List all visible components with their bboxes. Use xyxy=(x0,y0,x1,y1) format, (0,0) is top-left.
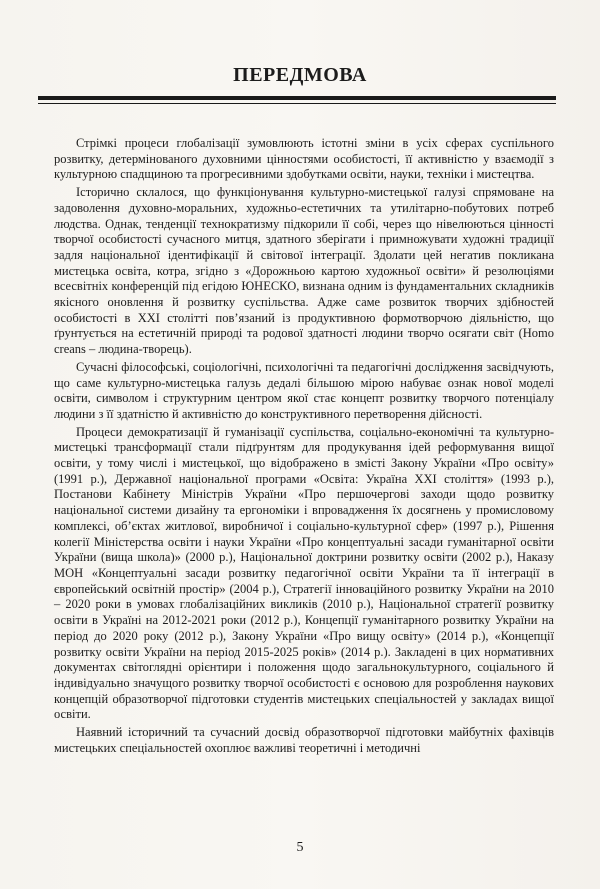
title-rule-thick xyxy=(38,96,556,100)
body-text xyxy=(54,136,554,758)
paragraph: Стрімкі процеси глобалізації зумовлюють істотні зміни в усіх сферах суспільного розвитку, детермінованого духовними цінностями особистості, її активністю у взаємодії з культурною спадщиною та прогресивними здобутками освіти, науки, техніки і мистецтва. xyxy=(54,136,554,182)
page-number: 5 xyxy=(296,840,304,855)
page-title: ПЕРЕДМОВА xyxy=(233,64,367,86)
title-rule-thin xyxy=(38,103,556,104)
paragraph: Сучасні філософські, соціологічні, психологічні та педагогічні дослідження засвідчують, що саме культурно-мистецька галузь дедалі більшою мірою набуває ознак нової моделі освіти, символом і структурним центром якої стає концепт розвитку творчого потенціалу людини з її здатністю й активністю до конструктивного перетворення дійсності. xyxy=(54,359,554,421)
paragraph: Наявний історичний та сучасний досвід образотворчої підготовки майбутніх фахівців мистецьких спеціальностей охоплює важливі теоретичні і методичні xyxy=(54,725,554,755)
paragraph: Процеси демократизації й гуманізації суспільства, соціально-економічні та культурно-мистецькі трансформації стали підґрунтям для продукування ідей реформування вищої освіти, у тому числі і мистецької, що відображено в змісті Закону України «Про освіту» (1991 р.), Державної національної програми «Освіта: Україна ХХІ століття» (1993 р.), Постанови Кабінету Міністрів України «Про першочергові заходи щодо розвитку національної системи дизайну та ергономіки і впровадження їх досягнень у промисловому комплексі, об’єктах житлової, виробничої і соціально-культурної сфер» (1997 р.), Рішення колегії Міністерства освіти і науки України «Про концептуальні засади гуманітарної освіти України (вища школа)» (2000 р.), Національної доктрини розвитку освіти (2002 р.), Наказу МОН «Концептуальні засади розвитку педагогічної освіти України та її інтеграції в європейський освітній простір» (2004 р.), Стратегії інноваційного розвитку України на 2010 – 2020 роки в умовах глобалізаційних викликів (2010 р.), Національної стратегії розвитку освіти в Україні на 2012-2021 роки (2012 р.), Концепції гуманітарного розвитку України на період до 2020 року (2012 р.), Закону України «Про вищу освіту» (2014 р.), «Концепції розвитку освіти України на період 2015-2025 років» (2014 р.). Закладені в цих нормативних документах світоглядні орієнтири і положення щодо загальнокультурного, соціального й індивідуально значущого розвитку творчої особистості є основою для розроблення наукових концепцій образотворчої підготовки студентів мистецьких спеціальностей у закладах вищої освіти. xyxy=(54,424,554,722)
paragraph: Історично склалося, що функціонування культурно-мистецької галузі спрямоване на задоволення духовно-моральних, художньо-естетичних та утилітарно-побутових потреб людства. Однак, тенденції технократизму підкорили її собі, через що нівелюються цінності творчої особистості сучасного митця, здатного зберігати і примножувати художні традиції задля національної ідентифікації й світової інтеграції. Здолати цей негатив покликана мистецька освіта, котра, згідно з «Дорожньою картою художньої освіти» й резолюціями всесвітніх конференцій під егідою ЮНЕСКО, визнана одним із фундаментальних складників якісного оновлення й розвитку суспільства. Адже саме розвиток творчих здібностей особистості в ХХІ столітті пов’язаний із продуктивною формотворчою діяльністю, що ґрунтується на естетичній природі та родової здатності людини творчо осягати світ (Homo creans – людина-творець). xyxy=(54,185,554,357)
